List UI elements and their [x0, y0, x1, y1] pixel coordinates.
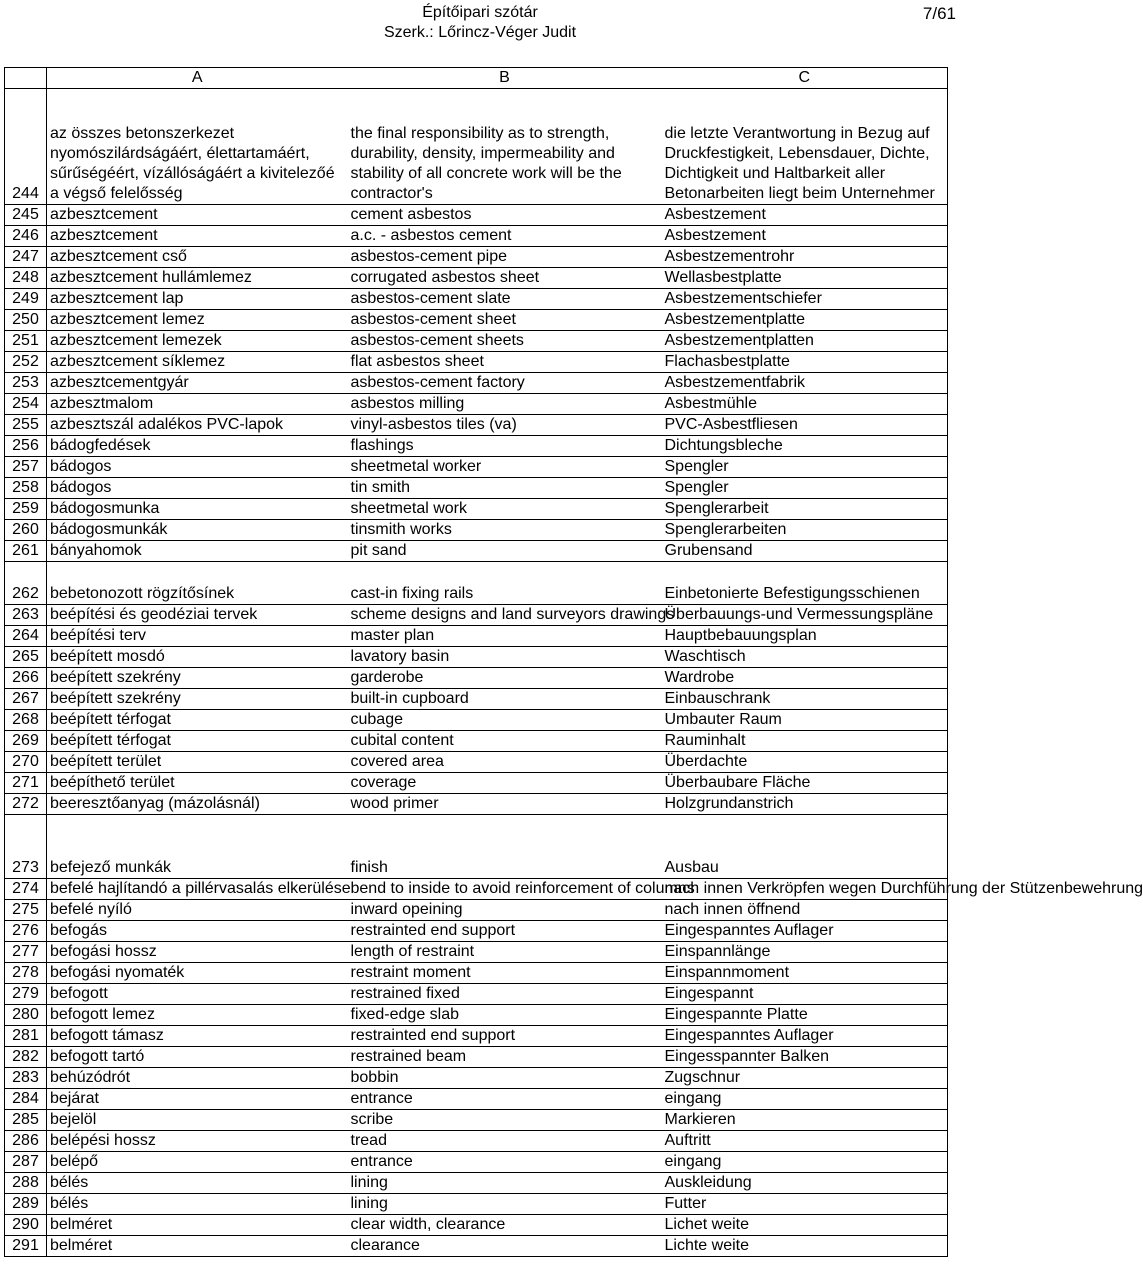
german-term-cell: PVC-Asbestfliesen	[662, 415, 948, 436]
row-number-cell: 252	[5, 352, 47, 373]
german-term-cell: eingang	[662, 1152, 948, 1173]
hungarian-term-cell: bebetonozott rögzítősínek	[47, 562, 348, 605]
hungarian-term-cell: belméret	[47, 1236, 348, 1257]
german-term-cell: Eingespannte Platte	[662, 1005, 948, 1026]
german-term-cell: Asbestmühle	[662, 394, 948, 415]
row-number-cell: 290	[5, 1215, 47, 1236]
row-number-cell: 258	[5, 478, 47, 499]
column-header-c: C	[662, 68, 948, 89]
hungarian-term-cell: az összes betonszerkezet nyomószilárdságáért, élettartamáért, sűrűségéért, vízállóságáért a kivitelezőé a végső felelősség	[47, 89, 348, 205]
english-term-cell: cast-in fixing rails	[348, 562, 662, 605]
table-row	[5, 436, 948, 457]
table-row	[5, 415, 948, 436]
dictionary-table	[4, 67, 1143, 1257]
table-row	[5, 1110, 948, 1131]
table-row	[5, 289, 948, 310]
row-number-cell: 273	[5, 815, 47, 879]
row-number-cell: 263	[5, 605, 47, 626]
table-row	[5, 1068, 948, 1089]
hungarian-term-cell: beépített mosdó	[47, 647, 348, 668]
english-term-cell: cement asbestos	[348, 205, 662, 226]
row-number-cell: 257	[5, 457, 47, 478]
hungarian-term-cell: befogott lemez	[47, 1005, 348, 1026]
hungarian-term-cell: befogott támasz	[47, 1026, 348, 1047]
german-term-cell: Spengler	[662, 457, 948, 478]
hungarian-term-cell: behúzódrót	[47, 1068, 348, 1089]
german-term-cell: Wellasbestplatte	[662, 268, 948, 289]
hungarian-term-cell: belépési hossz	[47, 1131, 348, 1152]
german-term-cell: Spengler	[662, 478, 948, 499]
table-row	[5, 710, 948, 731]
german-term-cell: Umbauter Raum	[662, 710, 948, 731]
hungarian-term-cell: azbesztcement lemezek	[47, 331, 348, 352]
table-row	[5, 541, 948, 562]
german-term-cell: Wardrobe	[662, 668, 948, 689]
column-header-b: B	[348, 68, 662, 89]
english-term-cell: scheme designs and land surveyors drawings	[348, 605, 662, 626]
german-term-cell: Überbauungs-und Vermessungspläne	[662, 605, 948, 626]
german-term-cell: Eingespanntes Auflager	[662, 1026, 948, 1047]
table-row	[5, 247, 948, 268]
hungarian-term-cell: beeresztőanyag (mázolásnál)	[47, 794, 348, 815]
german-term-cell: Lichte weite	[662, 1236, 948, 1257]
english-term-cell: fixed-edge slab	[348, 1005, 662, 1026]
german-term-cell: Einspannlänge	[662, 942, 948, 963]
english-term-cell: clear width, clearance	[348, 1215, 662, 1236]
english-term-cell: restrained fixed	[348, 984, 662, 1005]
hungarian-term-cell: befogási nyomaték	[47, 963, 348, 984]
german-term-cell: Hauptbebauungsplan	[662, 626, 948, 647]
column-header-a: A	[47, 68, 348, 89]
table-row	[5, 1152, 948, 1173]
english-term-cell: wood primer	[348, 794, 662, 815]
german-term-cell: Waschtisch	[662, 647, 948, 668]
german-term-cell: Asbestzement	[662, 226, 948, 247]
row-number-cell: 288	[5, 1173, 47, 1194]
table-row	[5, 815, 948, 879]
table-row	[5, 605, 948, 626]
row-number-cell: 268	[5, 710, 47, 731]
german-term-cell: Asbestzement	[662, 205, 948, 226]
hungarian-term-cell: bádogos	[47, 478, 348, 499]
table-row	[5, 310, 948, 331]
row-number-cell: 291	[5, 1236, 47, 1257]
hungarian-term-cell: azbesztszál adalékos PVC-lapok	[47, 415, 348, 436]
german-term-cell: Dichtungsbleche	[662, 436, 948, 457]
hungarian-term-cell: bádogos	[47, 457, 348, 478]
hungarian-term-cell: belépő	[47, 1152, 348, 1173]
german-term-cell: Zugschnur	[662, 1068, 948, 1089]
english-term-cell: built-in cupboard	[348, 689, 662, 710]
german-term-cell: Überdachte	[662, 752, 948, 773]
row-number-cell: 280	[5, 1005, 47, 1026]
hungarian-term-cell: befogott	[47, 984, 348, 1005]
hungarian-term-cell: beépített szekrény	[47, 668, 348, 689]
table-row	[5, 668, 948, 689]
hungarian-term-cell: belméret	[47, 1215, 348, 1236]
row-number-cell: 248	[5, 268, 47, 289]
german-term-cell: Markieren	[662, 1110, 948, 1131]
english-term-cell: scribe	[348, 1110, 662, 1131]
german-term-cell: Auskleidung	[662, 1173, 948, 1194]
english-term-cell: cubage	[348, 710, 662, 731]
english-term-cell: cubital content	[348, 731, 662, 752]
row-number-cell: 261	[5, 541, 47, 562]
english-term-cell: the final responsibility as to strength, durability, density, impermeability and stability of all concrete work will be the contractor's	[348, 89, 662, 205]
row-number-cell: 271	[5, 773, 47, 794]
header-corner-cell	[5, 68, 47, 89]
hungarian-term-cell: azbesztcement hullámlemez	[47, 268, 348, 289]
hungarian-term-cell: befejező munkák	[47, 815, 348, 879]
row-number-cell: 265	[5, 647, 47, 668]
english-term-cell: tread	[348, 1131, 662, 1152]
german-term-cell: Auftritt	[662, 1131, 948, 1152]
english-term-cell: clearance	[348, 1236, 662, 1257]
hungarian-term-cell: beépítési és geodéziai tervek	[47, 605, 348, 626]
row-number-cell: 256	[5, 436, 47, 457]
page-number: 7/61	[922, 4, 956, 23]
hungarian-term-cell: beépített terület	[47, 752, 348, 773]
german-term-cell: Flachasbestplatte	[662, 352, 948, 373]
table-row	[5, 352, 948, 373]
table-row	[5, 879, 948, 900]
hungarian-term-cell: befelé nyíló	[47, 900, 348, 921]
row-number-cell: 286	[5, 1131, 47, 1152]
table-row	[5, 331, 948, 352]
german-term-cell: Eingesspannter Balken	[662, 1047, 948, 1068]
english-term-cell: lining	[348, 1173, 662, 1194]
english-term-cell: entrance	[348, 1089, 662, 1110]
row-number-cell: 259	[5, 499, 47, 520]
table-row	[5, 394, 948, 415]
german-term-cell: Einbetonierte Befestigungsschienen	[662, 562, 948, 605]
row-number-cell: 266	[5, 668, 47, 689]
english-term-cell: asbestos milling	[348, 394, 662, 415]
row-number-cell: 262	[5, 562, 47, 605]
english-term-cell: coverage	[348, 773, 662, 794]
hungarian-term-cell: bádogosmunka	[47, 499, 348, 520]
row-number-cell: 246	[5, 226, 47, 247]
table-row	[5, 268, 948, 289]
english-term-cell: entrance	[348, 1152, 662, 1173]
table-row	[5, 1047, 948, 1068]
english-term-cell: flat asbestos sheet	[348, 352, 662, 373]
german-term-cell: nach innen Verkröpfen wegen Durchführung der Stützenbewehrung	[662, 879, 948, 900]
hungarian-term-cell: azbesztcement lemez	[47, 310, 348, 331]
hungarian-term-cell: bejárat	[47, 1089, 348, 1110]
german-term-cell: Spenglerarbeiten	[662, 520, 948, 541]
german-term-cell: Eingespannt	[662, 984, 948, 1005]
table-row	[5, 794, 948, 815]
table-row	[5, 562, 948, 605]
document-editor: Szerk.: Lőrincz-Véger Judit	[383, 24, 577, 41]
row-number-cell: 264	[5, 626, 47, 647]
german-term-cell: Überbaubare Fläche	[662, 773, 948, 794]
row-number-cell: 254	[5, 394, 47, 415]
table-row	[5, 1236, 948, 1257]
table-row	[5, 647, 948, 668]
column-header-row	[5, 68, 948, 89]
english-term-cell: flashings	[348, 436, 662, 457]
row-number-cell: 253	[5, 373, 47, 394]
hungarian-term-cell: beépített szekrény	[47, 689, 348, 710]
english-term-cell: garderobe	[348, 668, 662, 689]
row-number-cell: 289	[5, 1194, 47, 1215]
german-term-cell: Lichet weite	[662, 1215, 948, 1236]
row-number-cell: 244	[5, 89, 47, 205]
table-row	[5, 1194, 948, 1215]
hungarian-term-cell: azbesztmalom	[47, 394, 348, 415]
table-row	[5, 984, 948, 1005]
hungarian-term-cell: befogott tartó	[47, 1047, 348, 1068]
english-term-cell: inward opeining	[348, 900, 662, 921]
english-term-cell: restrained beam	[348, 1047, 662, 1068]
row-number-cell: 270	[5, 752, 47, 773]
table-row	[5, 89, 948, 205]
english-term-cell: sheetmetal work	[348, 499, 662, 520]
table-row	[5, 689, 948, 710]
hungarian-term-cell: beépíthető terület	[47, 773, 348, 794]
row-number-cell: 251	[5, 331, 47, 352]
row-number-cell: 277	[5, 942, 47, 963]
english-term-cell: bend to inside to avoid reinforcement of columns	[348, 879, 662, 900]
english-term-cell: bobbin	[348, 1068, 662, 1089]
german-term-cell: nach innen öffnend	[662, 900, 948, 921]
hungarian-term-cell: beépített térfogat	[47, 710, 348, 731]
hungarian-term-cell: bádogosmunkák	[47, 520, 348, 541]
hungarian-term-cell: bejelöl	[47, 1110, 348, 1131]
row-number-cell: 249	[5, 289, 47, 310]
hungarian-term-cell: azbesztcement	[47, 205, 348, 226]
row-number-cell: 281	[5, 1026, 47, 1047]
english-term-cell: restraint moment	[348, 963, 662, 984]
hungarian-term-cell: bányahomok	[47, 541, 348, 562]
row-number-cell: 282	[5, 1047, 47, 1068]
english-term-cell: master plan	[348, 626, 662, 647]
german-term-cell: Asbestzementplatte	[662, 310, 948, 331]
row-number-cell: 276	[5, 921, 47, 942]
row-number-cell: 267	[5, 689, 47, 710]
german-term-cell: Einspannmoment	[662, 963, 948, 984]
english-term-cell: corrugated asbestos sheet	[348, 268, 662, 289]
hungarian-term-cell: azbesztcement	[47, 226, 348, 247]
table-row	[5, 1005, 948, 1026]
german-term-cell: Eingespanntes Auflager	[662, 921, 948, 942]
row-number-cell: 260	[5, 520, 47, 541]
hungarian-term-cell: bádogfedések	[47, 436, 348, 457]
english-term-cell: tin smith	[348, 478, 662, 499]
table-row	[5, 226, 948, 247]
hungarian-term-cell: azbesztcement síklemez	[47, 352, 348, 373]
table-row	[5, 1089, 948, 1110]
table-row	[5, 1026, 948, 1047]
row-number-cell: 269	[5, 731, 47, 752]
table-row	[5, 942, 948, 963]
english-term-cell: vinyl-asbestos tiles (va)	[348, 415, 662, 436]
english-term-cell: sheetmetal worker	[348, 457, 662, 478]
english-term-cell: asbestos-cement sheet	[348, 310, 662, 331]
row-number-cell: 279	[5, 984, 47, 1005]
hungarian-term-cell: beépített térfogat	[47, 731, 348, 752]
table-row	[5, 1131, 948, 1152]
english-term-cell: length of restraint	[348, 942, 662, 963]
hungarian-term-cell: bélés	[47, 1194, 348, 1215]
german-term-cell: Futter	[662, 1194, 948, 1215]
english-term-cell: lavatory basin	[348, 647, 662, 668]
german-term-cell: Holzgrundanstrich	[662, 794, 948, 815]
german-term-cell: eingang	[662, 1089, 948, 1110]
english-term-cell: restrainted end support	[348, 1026, 662, 1047]
english-term-cell: restrainted end support	[348, 921, 662, 942]
english-term-cell: a.c. - asbestos cement	[348, 226, 662, 247]
row-number-cell: 285	[5, 1110, 47, 1131]
english-term-cell: covered area	[348, 752, 662, 773]
german-term-cell: Spenglerarbeit	[662, 499, 948, 520]
hungarian-term-cell: befogás	[47, 921, 348, 942]
german-term-cell: Ausbau	[662, 815, 948, 879]
table-row	[5, 731, 948, 752]
hungarian-term-cell: befelé hajlítandó a pillérvasalás elkerülése	[47, 879, 348, 900]
hungarian-term-cell: befogási hossz	[47, 942, 348, 963]
german-term-cell: Grubensand	[662, 541, 948, 562]
document-title: Építőipari szótár	[422, 4, 538, 21]
english-term-cell: tinsmith works	[348, 520, 662, 541]
row-number-cell: 250	[5, 310, 47, 331]
hungarian-term-cell: bélés	[47, 1173, 348, 1194]
table-row	[5, 773, 948, 794]
row-number-cell: 284	[5, 1089, 47, 1110]
german-term-cell: Asbestzementfabrik	[662, 373, 948, 394]
english-term-cell: asbestos-cement pipe	[348, 247, 662, 268]
english-term-cell: finish	[348, 815, 662, 879]
german-term-cell: Rauminhalt	[662, 731, 948, 752]
english-term-cell: asbestos-cement sheets	[348, 331, 662, 352]
row-number-cell: 247	[5, 247, 47, 268]
hungarian-term-cell: azbesztcementgyár	[47, 373, 348, 394]
english-term-cell: lining	[348, 1194, 662, 1215]
table-row	[5, 478, 948, 499]
row-number-cell: 274	[5, 879, 47, 900]
german-term-cell: Einbauschrank	[662, 689, 948, 710]
table-row	[5, 626, 948, 647]
table-row	[5, 921, 948, 942]
german-term-cell: Asbestzementschiefer	[662, 289, 948, 310]
row-number-cell: 287	[5, 1152, 47, 1173]
row-number-cell: 272	[5, 794, 47, 815]
table-row	[5, 900, 948, 921]
table-row	[5, 963, 948, 984]
row-number-cell: 283	[5, 1068, 47, 1089]
german-term-cell: Asbestzementrohr	[662, 247, 948, 268]
hungarian-term-cell: beépítési terv	[47, 626, 348, 647]
english-term-cell: asbestos-cement factory	[348, 373, 662, 394]
table-row	[5, 1215, 948, 1236]
german-term-cell: Asbestzementplatten	[662, 331, 948, 352]
german-term-cell: die letzte Verantwortung in Bezug auf Druckfestigkeit, Lebensdauer, Dichte, Dichtigkeit und Haltbarkeit aller Betonarbeiten liegt beim Unternehmer	[662, 89, 948, 205]
table-row	[5, 520, 948, 541]
table-row	[5, 1173, 948, 1194]
hungarian-term-cell: azbesztcement cső	[47, 247, 348, 268]
row-number-cell: 278	[5, 963, 47, 984]
row-number-cell: 275	[5, 900, 47, 921]
table-row	[5, 752, 948, 773]
table-row	[5, 499, 948, 520]
table-row	[5, 457, 948, 478]
row-number-cell: 255	[5, 415, 47, 436]
row-number-cell: 245	[5, 205, 47, 226]
hungarian-term-cell: azbesztcement lap	[47, 289, 348, 310]
english-term-cell: pit sand	[348, 541, 662, 562]
table-row	[5, 205, 948, 226]
table-row	[5, 373, 948, 394]
english-term-cell: asbestos-cement slate	[348, 289, 662, 310]
